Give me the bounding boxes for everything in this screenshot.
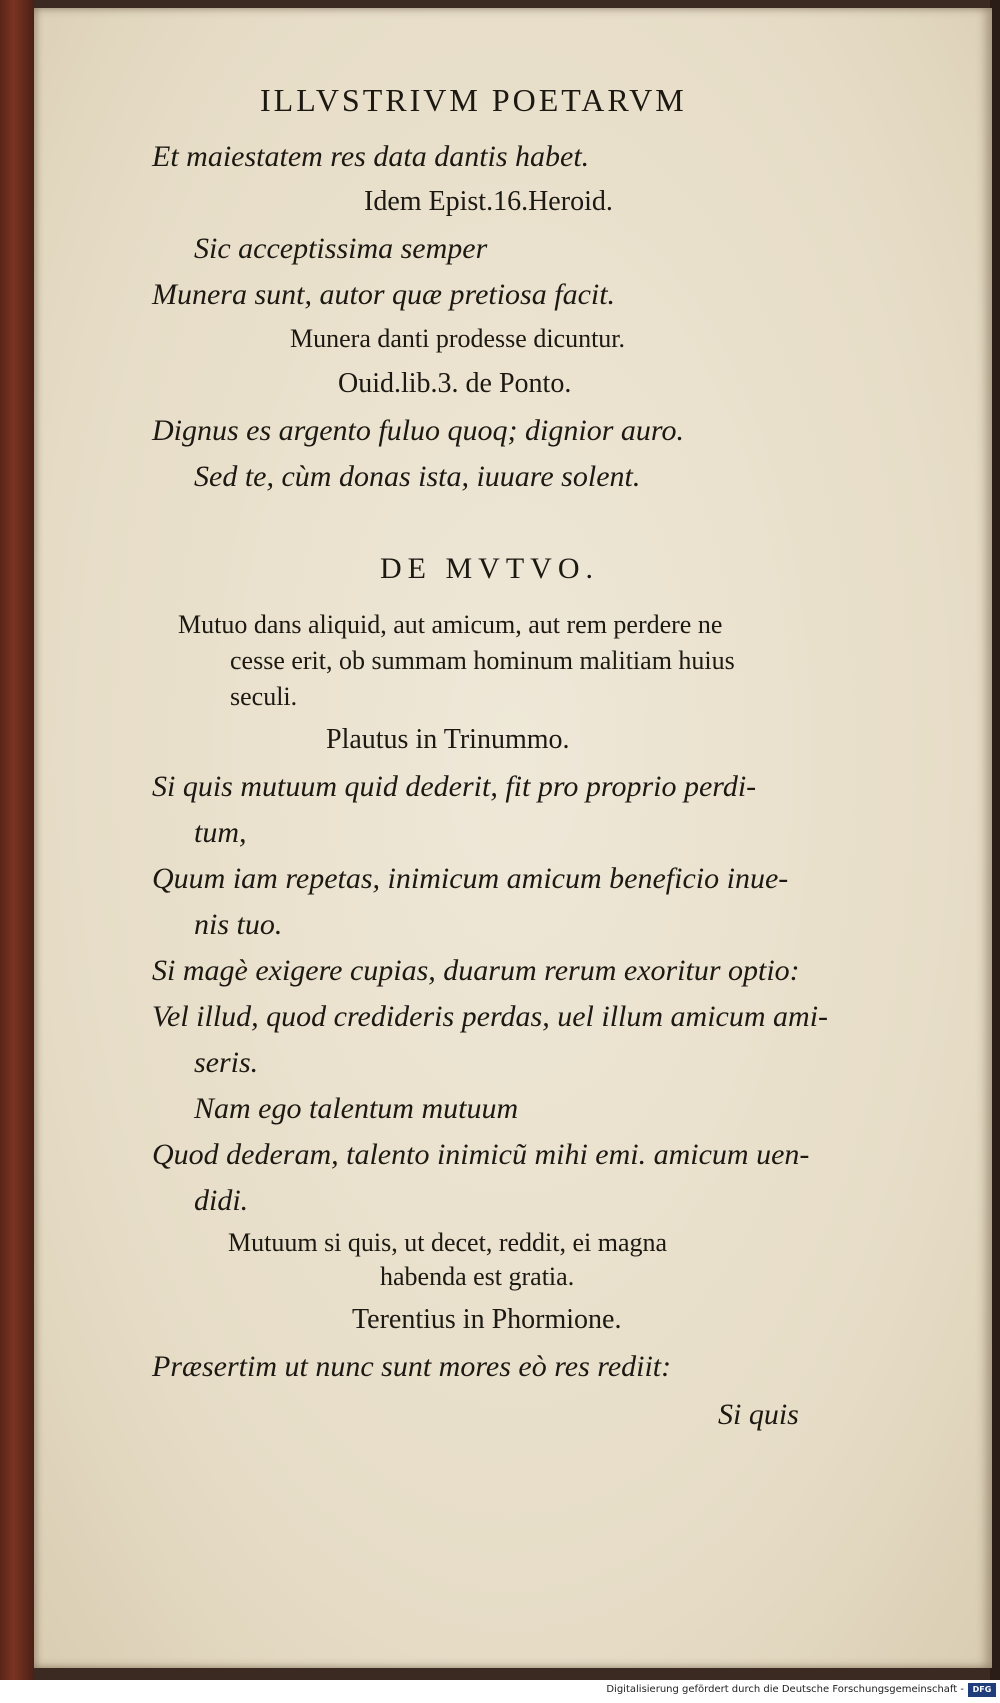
- footer-credit: Digitalisierung gefördert durch die Deutsche Forschungsgemeinschaft -: [606, 1684, 964, 1695]
- note-line: habenda est gratia.: [380, 1262, 575, 1291]
- citation: Plautus in Trinummo.: [326, 724, 570, 755]
- verse-line: tum,: [194, 816, 247, 849]
- verse-line: seris.: [194, 1046, 259, 1079]
- verse-line: Sed te, cùm donas ista, iuuare solent.: [194, 460, 641, 493]
- catchword: Si quis: [718, 1398, 799, 1431]
- prose-line: cesse erit, ob summam hominum malitiam huius: [230, 646, 735, 675]
- verse-line: Munera sunt, autor quæ pretiosa facit.: [152, 278, 616, 311]
- prose-line: Mutuo dans aliquid, aut amicum, aut rem perdere ne: [178, 610, 723, 639]
- dfg-logo: DFG: [968, 1683, 996, 1697]
- verse-line: Nam ego talentum mutuum: [194, 1092, 519, 1125]
- verse-line: Et maiestatem res data dantis habet.: [152, 140, 590, 173]
- note-line: Mutuum si quis, ut decet, reddit, ei magna: [228, 1228, 668, 1257]
- verse-line: Si quis mutuum quid dederit, fit pro proprio perdi-: [152, 770, 757, 803]
- citation: Idem Epist.16.Heroid.: [364, 186, 613, 217]
- verse-line: Vel illud, quod credideris perdas, uel illum amicum ami-: [152, 1000, 829, 1033]
- summary-line: Munera danti prodesse dicuntur.: [290, 324, 626, 353]
- citation: Terentius in Phormione.: [352, 1304, 622, 1335]
- verse-line: Quum iam repetas, inimicum amicum beneficio inue-: [152, 862, 789, 895]
- citation: Ouid.lib.3. de Ponto.: [338, 368, 572, 399]
- book-cover-edge: [0, 0, 34, 1680]
- footer-bar: [0, 1680, 1000, 1703]
- verse-line: Dignus es argento fuluo quoq; dignior auro.: [152, 414, 684, 447]
- verse-line: nis tuo.: [194, 908, 283, 941]
- running-title: ILLVSTRIVM POETARVM: [260, 82, 687, 118]
- verse-line: Si magè exigere cupias, duarum rerum exoritur optio:: [152, 954, 800, 987]
- prose-line: seculi.: [230, 682, 298, 711]
- verse-line: Quod dederam, talento inimicũ mihi emi. amicum uen-: [152, 1138, 810, 1171]
- book-page: [34, 8, 992, 1668]
- verse-line: Præsertim ut nunc sunt mores eò res rediit:: [152, 1350, 672, 1383]
- verse-line: didi.: [194, 1184, 249, 1217]
- verse-line: Sic acceptissima semper: [194, 232, 488, 265]
- section-heading: DE MVTVO.: [380, 552, 599, 585]
